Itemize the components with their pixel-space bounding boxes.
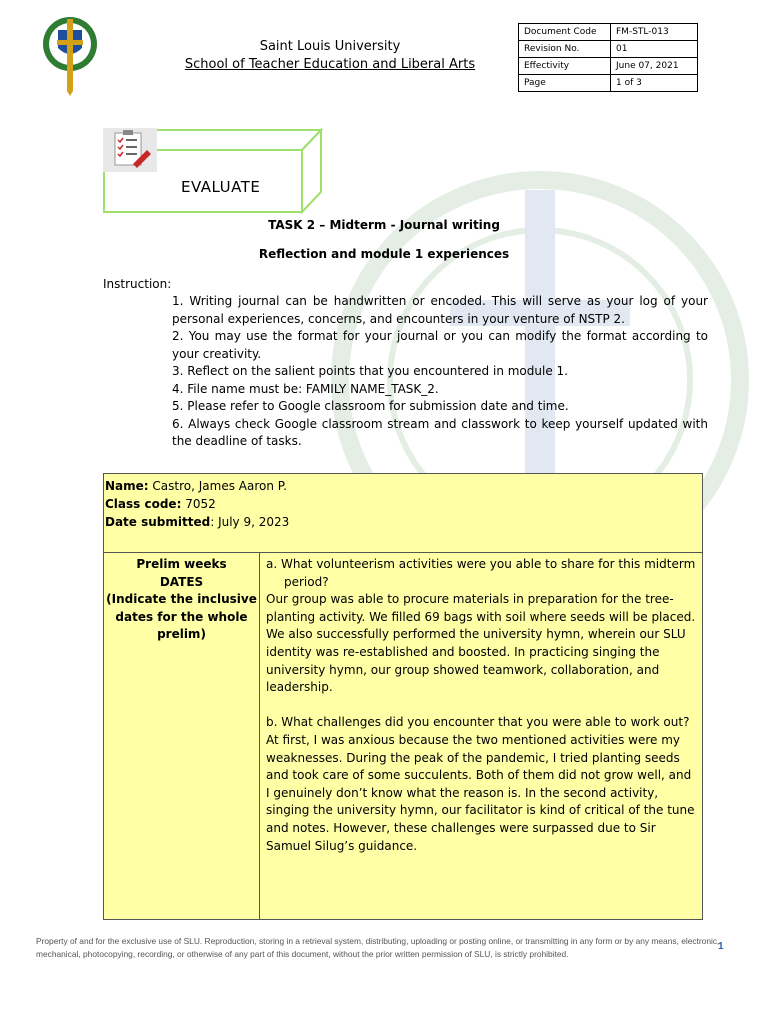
spacer — [266, 697, 698, 715]
prelim-dates-header — [104, 553, 260, 919]
doc-row — [519, 75, 698, 92]
journal-entries — [266, 556, 698, 855]
doc-value: 1 of 3 — [611, 75, 698, 92]
instruction-item: 5. Please refer to Google classroom for submission date and time. — [172, 399, 569, 413]
document-info-table — [518, 23, 698, 92]
page-number: 1 — [718, 941, 724, 952]
date-submitted: July 9, 2023 — [218, 515, 290, 529]
doc-row — [519, 58, 698, 75]
doc-value: FM-STL-013 — [611, 24, 698, 41]
university-heading — [130, 38, 530, 74]
instruction-item: 3. Reflect on the salient points that you encountered in module 1. — [172, 364, 568, 378]
class-label: Class code: — [105, 497, 182, 511]
student-info — [104, 474, 702, 553]
class-code: 7052 — [185, 497, 216, 511]
doc-value: June 07, 2021 — [611, 58, 698, 75]
answer-a: Our group was able to procure materials in preparation for the tree-planting activity. We filled 69 bags with soil where seeds will be placed. We also successfully performed the university hymn, wherein our SLU identity was re-established and boosted. In practicing singing the university hymn, our group showed teamwork, collaboration, and leadership. — [266, 592, 696, 695]
evaluate-label: EVALUATE — [181, 178, 261, 196]
instruction-item: 4. File name must be: FAMILY NAME_TASK_2. — [172, 381, 439, 396]
doc-value: 01 — [611, 41, 698, 58]
slu-logo — [40, 14, 100, 96]
doc-key: Revision No. — [519, 41, 611, 58]
student-name: Castro, James Aaron P. — [152, 479, 287, 493]
copyright-footer: Property of and for the exclusive use of SLU. Reproduction, storing in a retrieval system, distributing, uploading or posting online, or transmitting in any form or by any means, electronic, mechanical, photocopying, recording, or otherwise of any part of this document, without the prior written permission of SLU, is strictly prohibited. — [36, 936, 720, 959]
prelim-weeks-label: Prelim weeks — [136, 557, 227, 571]
question-a: a. What volunteerism activities were you able to share for this midterm period? — [266, 557, 696, 589]
instruction-item: 2. You may use the format for your journal or you can modify the format according to your creativity. — [172, 329, 708, 361]
dates-label: DATES — [159, 574, 204, 589]
dates-note: (Indicate the inclusive dates for the whole prelim) — [106, 592, 257, 641]
instruction-item: 1. Writing journal can be handwritten or encoded. This will serve as your log of your personal experiences, concerns, and encounters in your venture of NSTP 2. — [172, 294, 708, 326]
doc-row — [519, 24, 698, 41]
date-line: Date submitted: July 9, 2023 — [105, 515, 290, 529]
evaluate-section-box — [103, 128, 323, 214]
journal-table — [103, 473, 703, 920]
date-label: Date submitted — [105, 515, 211, 529]
answer-b: At first, I was anxious because the two mentioned activities were my weaknesses. During the peak of the pandemic, I tried planting seeds and took care of some succulents. Both of them did not grow well, and I genuinely don’t know what the reason is. In the second activity, singing the university hymn, our facilitator is kind of critical of the tune and notes. However, these challenges were surpassed due to Sir Samuel Silug’s guidance. — [266, 732, 695, 853]
class-line — [104, 495, 702, 513]
task-title: TASK 2 – Midterm - Journal writing — [268, 218, 500, 232]
name-label: Name: — [105, 479, 149, 493]
school-name: School of Teacher Education and Liberal Arts — [184, 57, 476, 72]
checklist-icon — [103, 128, 157, 172]
name-line — [104, 477, 702, 495]
question-b: b. What challenges did you encounter that you were able to work out? — [266, 715, 690, 730]
task-subtitle: Reflection and module 1 experiences — [258, 247, 510, 261]
instruction-item: 6. Always check Google classroom stream and classwork to keep yourself updated with the deadline of tasks. — [172, 416, 708, 448]
doc-row — [519, 41, 698, 58]
doc-key: Effectivity — [519, 58, 611, 75]
doc-key: Document Code — [519, 24, 611, 41]
doc-key: Page — [519, 75, 611, 92]
instruction-list — [172, 293, 708, 451]
university-name: Saint Louis University — [259, 39, 401, 54]
instruction-label: Instruction: — [103, 277, 172, 291]
